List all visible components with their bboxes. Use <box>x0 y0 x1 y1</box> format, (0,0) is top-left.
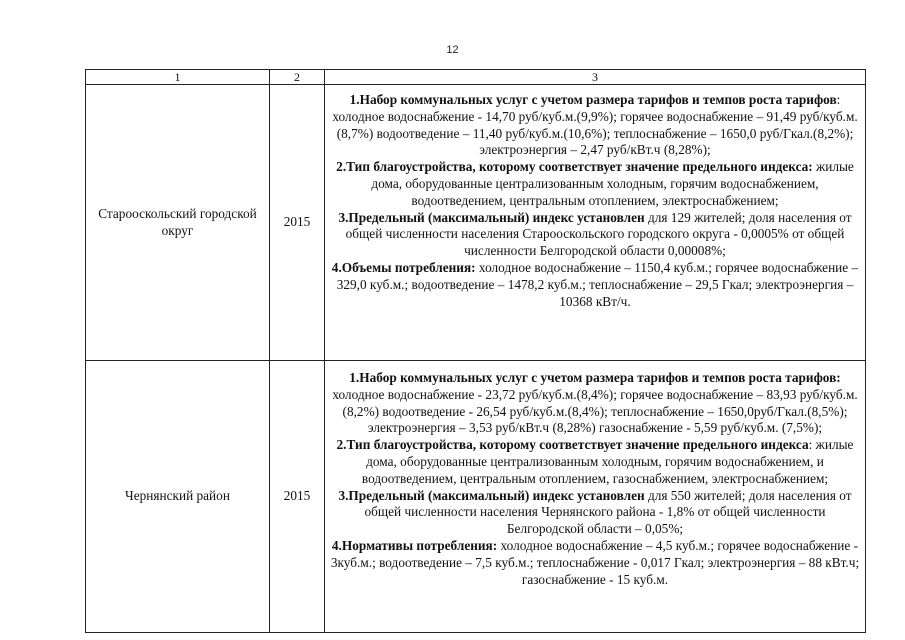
item-heading: 1.Набор коммунальных услуг с учетом размера тарифов и темпов роста тарифов <box>349 92 837 107</box>
item-text: холодное водоснабжение - 23,72 руб/куб.м.(8,4%); горячее водоснабжение – 83,93 руб/куб.м.(8,2%) водоотведение - 26,54 руб/куб.м.(8,4%); теплоснабжение – 1650,0руб/Гкал.(8,5%); электроэнергия – 3,53 руб/кВт.ч (8,28%) газоснабжение - 5,59 руб/куб.м. (7,5%); <box>332 386 858 436</box>
region-cell: Старооскольский городской округ <box>86 85 270 361</box>
details-item <box>329 437 861 487</box>
item-text: холодное водоснабжение – 1150,4 куб.м.; горячее водоснабжение – 329,0 куб.м.; водоотведение – 1478,2 куб.м.; теплоснабжение – 29,5 Гкал; электроэнергия – 10368 кВт/ч. <box>336 259 859 309</box>
year-cell: 2015 <box>270 85 325 361</box>
table-header-row <box>86 70 866 85</box>
item-text: для 129 жителей; доля населения от общей численности населения Старооскольского городского округа - 0,0005% от общей численности Белгородской области 0,00008%; <box>345 209 852 259</box>
item-text: холодное водоснабжение – 4,5 куб.м.; горячее водоснабжение - 3куб.м.; водоотведение – 7,5 куб.м.; теплоснабжение - 0,017 Гкал; электроэнергия – 88 кВт.ч; газоснабжение - 15 куб.м. <box>330 537 860 587</box>
details-item <box>329 488 861 538</box>
item-heading: 1.Набор коммунальных услуг с учетом размера тарифов и темпов роста тарифов: <box>349 370 841 385</box>
details-item <box>329 260 861 310</box>
details-item <box>329 159 861 209</box>
item-heading: 4.Объемы потребления: <box>331 259 476 275</box>
item-heading: 3.Предельный (максимальный) индекс установлен <box>338 487 645 503</box>
item-heading: 2.Тип благоустройства, которому соответствует значение предельного индекса <box>336 437 809 453</box>
year-cell: 2015 <box>270 361 325 633</box>
column-header-3: 3 <box>325 70 866 85</box>
region-cell: Чернянский район <box>86 361 270 633</box>
item-text: для 550 жителей; доля населения от общей численности населения Чернянского района - 1,8% от общей численности Белгородской области – 0,05%; <box>364 487 852 537</box>
item-text: жилые дома, оборудованные централизованным холодным, горячим водоснабжением, водоотведением, центральным отоплением, электроснабжением; <box>371 159 854 208</box>
item-heading: 2.Тип благоустройства, которому соответствует значение предельного индекса: <box>336 159 813 175</box>
table-row <box>86 85 866 361</box>
item-heading: 4.Нормативы потребления: <box>331 537 498 553</box>
details-cell <box>325 85 866 361</box>
item-text: : жилые дома, оборудованные централизованным холодным, горячим водоснабжением, и водоотведением, центральным отоплением, газоснабжением, электроснабжением; <box>361 437 854 486</box>
details-item <box>329 92 861 159</box>
tariff-table <box>85 69 866 633</box>
details-item <box>329 210 861 260</box>
item-heading: 3.Предельный (максимальный) индекс установлен <box>338 209 645 225</box>
details-item <box>329 538 861 588</box>
details-item <box>329 370 861 437</box>
item-text: : холодное водоснабжение - 14,70 руб/куб.м.(9,9%); горячее водоснабжение – 91,49 руб/куб.м.(8,7%) водоотведение – 11,40 руб/куб.м.(10,6%); теплоснабжение – 1650,0 руб/Гкал.(8,2%); электроэнергия – 2,47 руб/кВт.ч (8,28%); <box>332 92 858 158</box>
details-cell <box>325 361 866 633</box>
table-row <box>86 361 866 633</box>
column-header-1: 1 <box>86 70 270 85</box>
page-number: 12 <box>446 44 459 56</box>
column-header-2: 2 <box>270 70 325 85</box>
